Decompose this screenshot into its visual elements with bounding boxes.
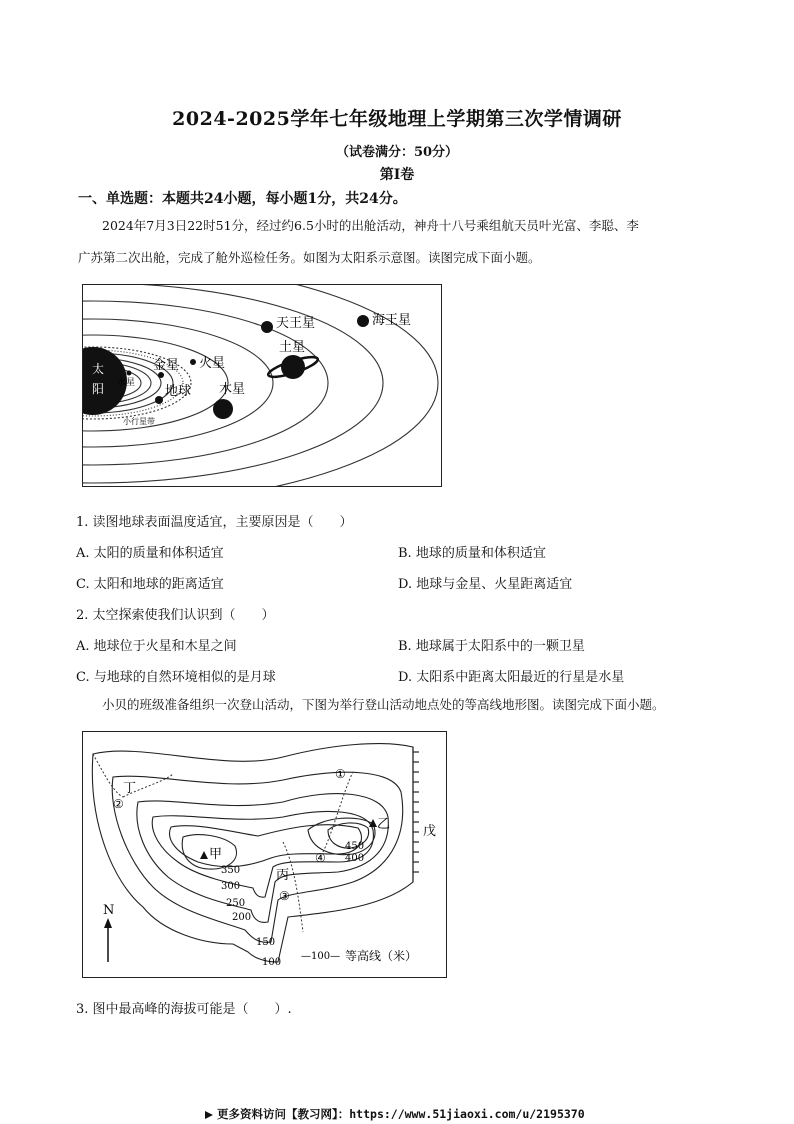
route-dotted: [283, 842, 303, 932]
route-dotted: [93, 754, 123, 797]
north-label: N: [103, 903, 115, 918]
solar-system-figure: [82, 284, 442, 487]
page-title: 2024-2025学年七年级地理上学期第三次学情调研: [172, 108, 622, 130]
q1-option-b[interactable]: B. 地球的质量和体积适宜: [398, 546, 546, 561]
q2-option-a[interactable]: A. 地球位于火星和木星之间: [76, 639, 237, 654]
contour-label-300: 300: [221, 881, 241, 892]
q1-option-d[interactable]: D. 地球与金星、火星距离适宜: [398, 577, 573, 592]
q2-option-b[interactable]: B. 地球属于太阳系中的一颗卫星: [398, 639, 585, 654]
contour-label-400: 400: [345, 853, 365, 864]
uranus-label: 天王星: [276, 316, 316, 331]
legend-text: 等高线（米）: [345, 949, 418, 963]
sun-label-1: 太: [92, 362, 105, 376]
question-2: 2. 太空探索使我们认识到（ ）: [76, 608, 275, 623]
sun-label-2: 阳: [92, 382, 105, 396]
uranus-dot: [261, 321, 273, 333]
passage2-line1: 小贝的班级准备组织一次登山活动，下图为举行登山活动地点处的等高线地形图。读图完成下面小题。: [102, 697, 665, 712]
contour-label-350: 350: [221, 865, 241, 876]
neptune-dot: [357, 315, 369, 327]
contour-label-200: 200: [232, 912, 252, 923]
flag-icon: [205, 1111, 213, 1119]
legend-sample: —100—: [301, 951, 341, 962]
label-bing: 丙: [276, 868, 290, 883]
solar-system-diagram: [83, 285, 441, 486]
label-ding: 丁: [123, 781, 137, 796]
contour-map-figure: [82, 731, 447, 978]
q2-option-d[interactable]: D. 太阳系中距离太阳最近的行星是水星: [398, 670, 625, 685]
jupiter-label: 木星: [219, 382, 246, 397]
marker-1: ①: [335, 767, 346, 781]
contour-label-450: 450: [345, 841, 365, 852]
peak-jia-triangle: [200, 851, 208, 859]
saturn-label: 土星: [279, 340, 306, 355]
contour-label-150: 150: [256, 937, 276, 948]
venus-label: 金星: [153, 358, 180, 373]
volume-label: 第Ⅰ卷: [379, 167, 415, 183]
mercury-label: 水星: [117, 378, 136, 388]
contour-300: [170, 825, 365, 867]
label-yi: 乙: [377, 817, 391, 832]
marker-4: ④: [315, 851, 326, 865]
mars-label: 火星: [199, 356, 226, 371]
contour-map: [83, 732, 446, 977]
label-jia: 甲: [209, 847, 223, 862]
marker-3: ③: [279, 889, 290, 903]
cliff-hatch: [413, 747, 419, 882]
north-arrowhead: [104, 918, 112, 928]
asteroid-label: 小行星带: [123, 417, 155, 426]
score-note: （试卷满分：50分）: [335, 145, 459, 160]
q2-option-c[interactable]: C. 与地球的自然环境相似的是月球: [76, 670, 276, 685]
q1-option-a[interactable]: A. 太阳的质量和体积适宜: [76, 546, 224, 561]
footer[interactable]: [205, 1106, 585, 1122]
jupiter-dot: [213, 399, 233, 419]
earth-dot: [155, 396, 163, 404]
mars-dot: [190, 359, 196, 365]
mercury-dot: [127, 371, 132, 376]
contour-label-100: 100: [262, 957, 282, 968]
section-heading: 一、单选题：本题共24小题，每小题1分，共24分。: [78, 191, 407, 207]
peak-yi-triangle: [369, 819, 377, 827]
passage1-line1: 2024年7月3日22时51分，经过约6.5小时的出舱活动，神舟十八号乘组航天员叶光富、李聪、李: [102, 218, 639, 233]
marker-2: ②: [113, 797, 124, 811]
question-3: 3. 图中最高峰的海拔可能是（ ）.: [76, 1002, 292, 1017]
earth-label: 地球: [165, 384, 192, 399]
neptune-label: 海王星: [372, 313, 412, 328]
footer-link[interactable]: 更多资料访问【教习网】：https://www.51jiaoxi.com/u/2195370: [217, 1107, 585, 1121]
label-wu: 戊: [423, 824, 437, 839]
question-1: 1. 读图地球表面温度适宜，主要原因是（ ）: [76, 515, 353, 530]
passage1-line2: 广苏第二次出舱，完成了舱外巡检任务。如图为太阳系示意图。读图完成下面小题。: [78, 250, 541, 265]
contour-label-250: 250: [226, 898, 246, 909]
q1-option-c[interactable]: C. 太阳和地球的距离适宜: [76, 577, 224, 592]
